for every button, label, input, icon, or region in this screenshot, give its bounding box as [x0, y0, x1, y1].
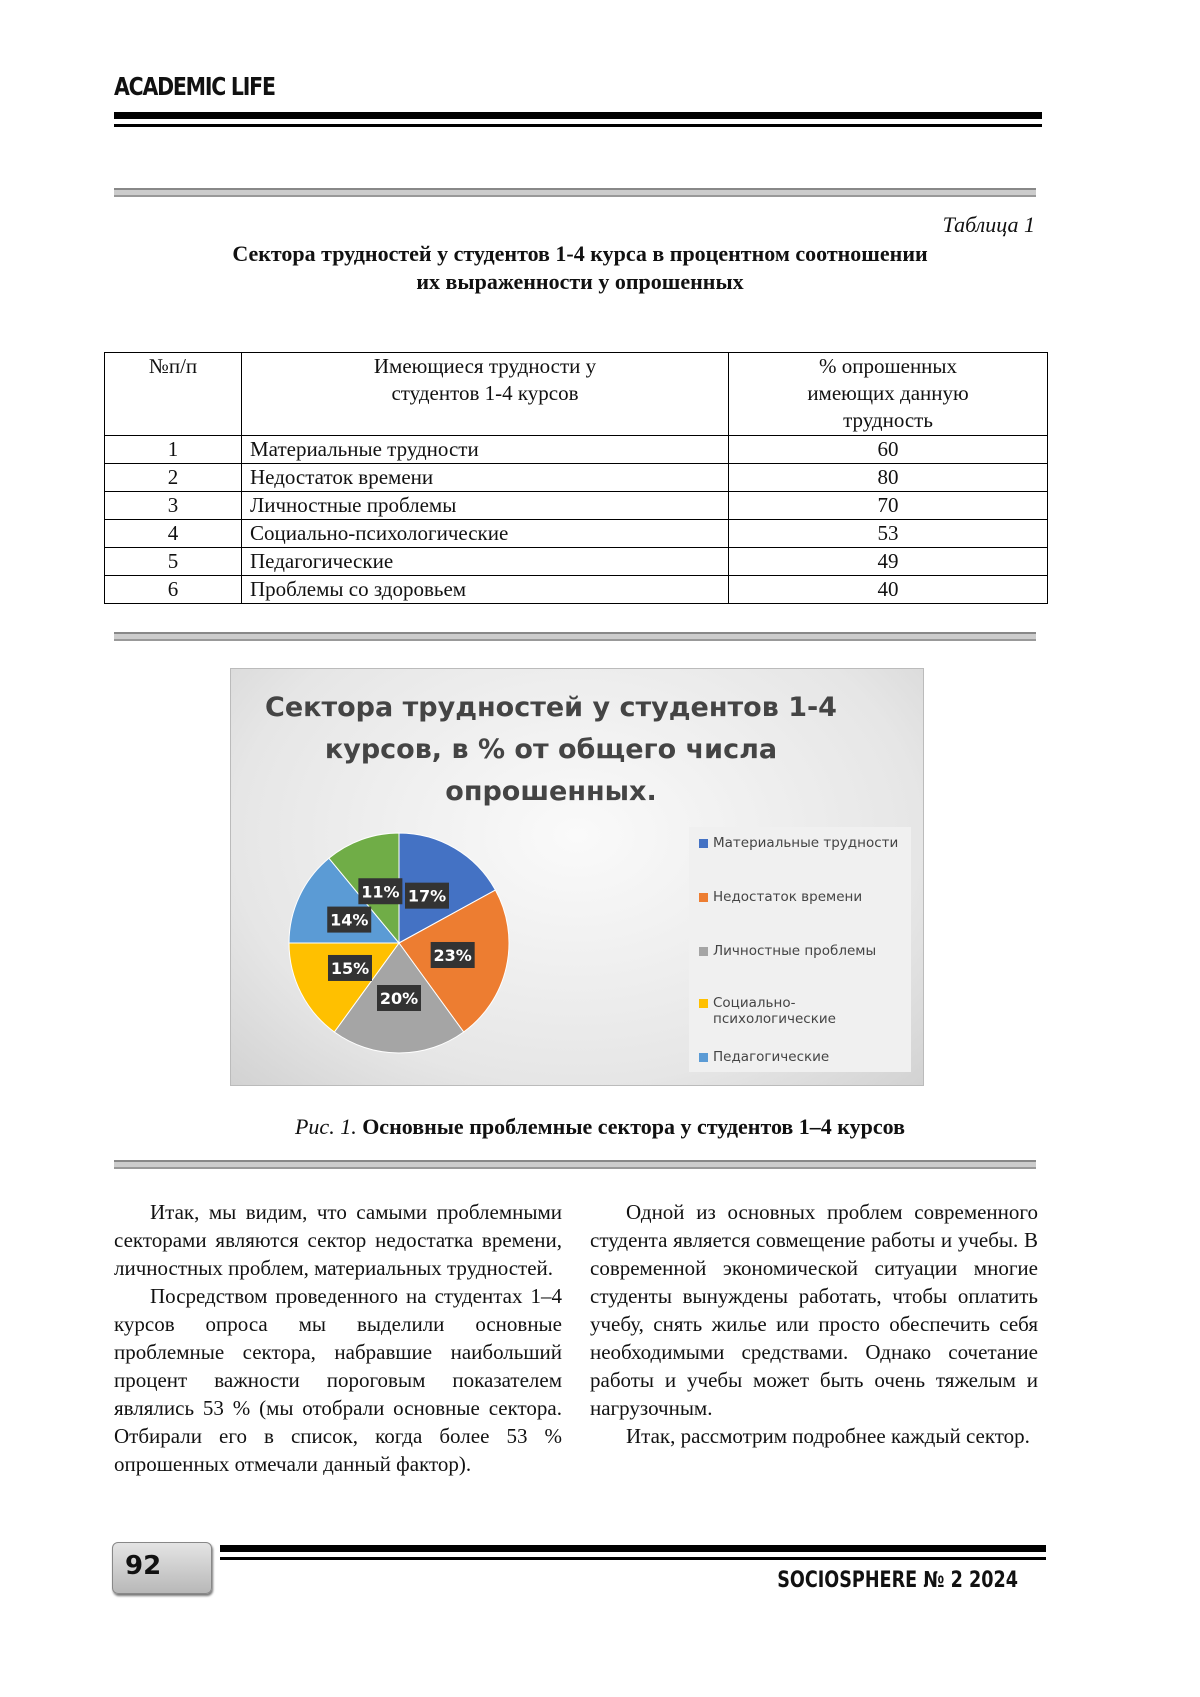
row-number: 4	[105, 520, 242, 548]
col-header	[242, 353, 729, 436]
header-rule	[114, 112, 1042, 119]
footer-rule-thin	[220, 1557, 1046, 1560]
legend-swatch	[699, 1053, 708, 1062]
footer-rule	[220, 1545, 1046, 1552]
section-header: ACADEMIC LIFE	[114, 72, 275, 101]
table-row	[105, 520, 1048, 548]
data-label: 20%	[380, 989, 418, 1008]
legend-swatch	[699, 947, 708, 956]
page-number: 92	[125, 1551, 161, 1581]
row-number: 1	[105, 436, 242, 464]
divider	[114, 188, 1036, 197]
paragraph: Посредством проведенного на студентах 1–4 курсов опроса мы выделили основные проблемные сектора, набравшие наибольший процент важности пороговым показателем являлись 53 % (мы отобрали основные сектора. Отбирали его в список, когда более 53 % опрошенных отмечали данный фактор).	[114, 1282, 562, 1478]
table-title-line: их выраженности у опрошенных	[120, 268, 1040, 296]
text-column-left	[114, 1198, 562, 1478]
col-header-text: % опрошенных имеющих данную трудность	[788, 353, 988, 434]
legend-item	[699, 995, 823, 1027]
difficulty-name: Недостаток времени	[242, 464, 729, 492]
table-label: Таблица 1	[943, 212, 1035, 238]
legend-label: Педагогические	[713, 1049, 913, 1065]
percent-value: 60	[729, 436, 1048, 464]
percent-value: 70	[729, 492, 1048, 520]
table-row	[105, 464, 1048, 492]
legend-item	[699, 1049, 913, 1065]
chart-legend	[689, 827, 911, 1072]
pie-chart	[230, 668, 924, 1086]
percent-value: 80	[729, 464, 1048, 492]
caption-prefix: Рис. 1.	[295, 1114, 357, 1139]
paragraph: Итак, рассмотрим подробнее каждый сектор.	[590, 1422, 1038, 1450]
header-rule-thin	[114, 124, 1042, 127]
legend-item	[699, 835, 913, 851]
data-label: 11%	[361, 882, 399, 901]
caption-text: Основные проблемные сектора у студентов 1–4 курсов	[362, 1114, 905, 1139]
paragraph: Итак, мы видим, что самыми проблемными секторами являются сектор недостатка времени, личностных проблем, материальных трудностей.	[114, 1198, 562, 1282]
legend-swatch	[699, 999, 708, 1008]
paragraph: Одной из основных проблем современного студента является совмещение работы и учебы. В современной экономической ситуации многие студенты вынуждены работать, чтобы оплатить учебу, снять жилье или просто обеспечить себя необходимыми средствами. Однако сочетание работы и учебы может быть очень тяжелым и нагрузочным.	[590, 1198, 1038, 1422]
row-number: 5	[105, 548, 242, 576]
data-table	[104, 352, 1048, 604]
data-label: 23%	[434, 946, 472, 965]
percent-value: 53	[729, 520, 1048, 548]
col-header-text: Имеющиеся трудности у студентов 1-4 курсов	[355, 353, 615, 407]
percent-value: 49	[729, 548, 1048, 576]
figure-caption	[0, 1114, 1200, 1140]
legend-label: Недостаток времени	[713, 889, 913, 905]
legend-label: Социально-психологические	[713, 995, 823, 1027]
row-number: 2	[105, 464, 242, 492]
percent-value: 40	[729, 576, 1048, 604]
difficulty-name: Материальные трудности	[242, 436, 729, 464]
legend-item	[699, 943, 913, 959]
table-title-line: Сектора трудностей у студентов 1-4 курса в процентном соотношении	[120, 240, 1040, 268]
legend-swatch	[699, 839, 708, 848]
divider	[114, 1160, 1036, 1169]
difficulty-name: Социально-психологические	[242, 520, 729, 548]
col-header: №п/п	[105, 353, 242, 436]
journal-page	[0, 0, 1200, 1697]
col-header	[729, 353, 1048, 436]
journal-name: SOCIOSPHERE № 2 2024	[777, 1568, 1018, 1593]
table-row	[105, 436, 1048, 464]
row-number: 3	[105, 492, 242, 520]
difficulty-name: Педагогические	[242, 548, 729, 576]
text-column-right	[590, 1198, 1038, 1450]
legend-swatch	[699, 893, 708, 902]
difficulty-name: Проблемы со здоровьем	[242, 576, 729, 604]
table-row	[105, 492, 1048, 520]
legend-label: Личностные проблемы	[713, 943, 913, 959]
legend-item	[699, 889, 913, 905]
table-header-row	[105, 353, 1048, 436]
row-number: 6	[105, 576, 242, 604]
data-label: 17%	[408, 887, 446, 906]
difficulty-name: Личностные проблемы	[242, 492, 729, 520]
divider	[114, 632, 1036, 641]
table-row	[105, 548, 1048, 576]
legend-label: Материальные трудности	[713, 835, 913, 851]
table-row	[105, 576, 1048, 604]
table-title	[120, 240, 1040, 296]
data-label: 14%	[330, 911, 368, 930]
chart-title: Сектора трудностей у студентов 1-4 курсов, в % от общего числа опрошенных.	[231, 687, 871, 813]
page-number-box	[112, 1542, 212, 1594]
data-label: 15%	[331, 959, 369, 978]
